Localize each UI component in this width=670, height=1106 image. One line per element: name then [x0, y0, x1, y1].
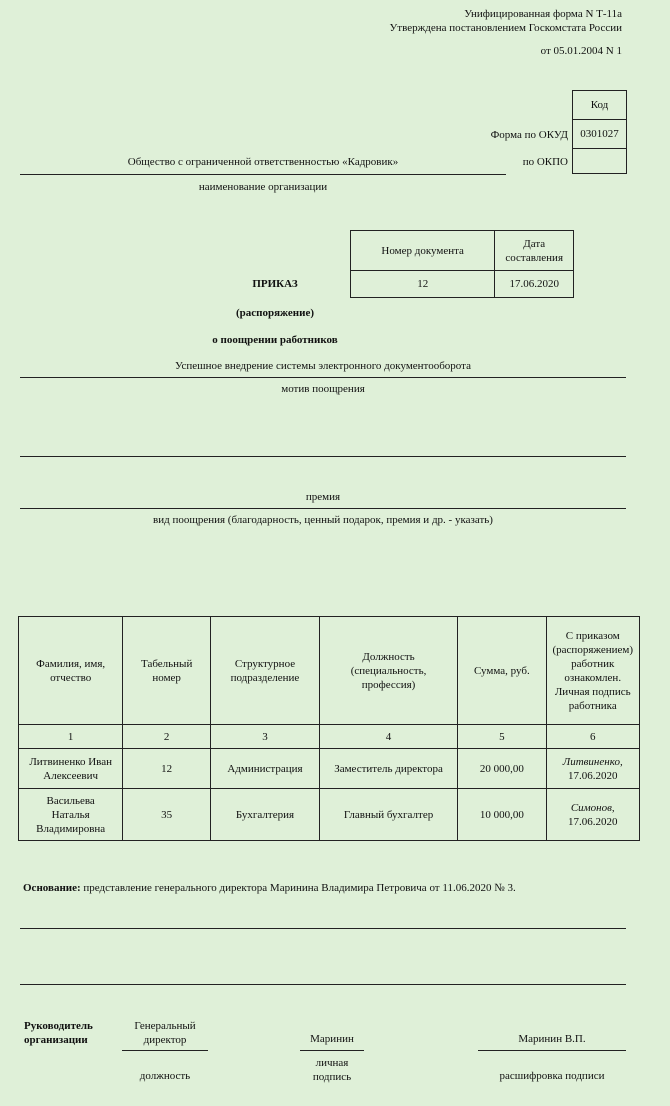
employee-position: Главный бухгалтер [319, 789, 457, 841]
basis-line-2 [20, 984, 626, 985]
employee-department: Бухгалтерия [211, 789, 320, 841]
okpo-label: по ОКПО [522, 156, 568, 168]
blank-line [20, 456, 626, 457]
codes-table [572, 90, 627, 174]
signature-line [300, 1050, 364, 1051]
form-approval-date: от 05.01.2004 N 1 [540, 45, 622, 57]
table-header-row [19, 617, 640, 725]
col-number: 6 [546, 725, 640, 749]
form-name: Унифицированная форма N Т-11а [464, 8, 622, 20]
col-header-department: Структурное подразделение [211, 617, 320, 725]
col-header-tab-number: Табельный номер [123, 617, 211, 725]
employees-table [18, 616, 640, 841]
decoding-caption: расшифровка подписи [499, 1070, 605, 1082]
motive-line [20, 377, 626, 378]
motive-caption: мотив поощрения [281, 383, 365, 395]
position-caption: должность [139, 1070, 191, 1082]
basis [23, 882, 643, 894]
incentive-value: премия [305, 491, 341, 503]
employee-amount: 20 000,00 [458, 749, 546, 789]
employee-name: Литвиненко Иван Алексеевич [19, 749, 123, 789]
signature-name: Литвиненко, [562, 755, 623, 768]
organization-name: Общество с ограниченной ответственностью «Кадровик» [127, 156, 399, 168]
head-position: Генеральный директор [134, 1020, 196, 1046]
col-number: 1 [19, 725, 123, 749]
employee-signature [546, 749, 640, 789]
organization-caption: наименование организации [198, 181, 328, 193]
doc-number-header: Номер документа [351, 231, 495, 271]
form-approval: Утверждена постановлением Госкомстата России [389, 22, 622, 34]
signature-date: 17.06.2020 [568, 815, 618, 828]
col-header-signature: С приказом (распоряжением) работник ознакомлен. Личная подпись работника [546, 617, 640, 725]
okpo-code [573, 149, 627, 174]
head-label: Руководитель организации [24, 1020, 93, 1046]
incentive-line [20, 508, 626, 509]
basis-text: представление генерального директора Маринина Владимира Петровича от 11.06.2020 № 3. [83, 882, 516, 894]
okud-code: 0301027 [573, 120, 627, 149]
col-number: 3 [211, 725, 320, 749]
signature-caption: личная подпись [312, 1057, 352, 1083]
employee-signature [546, 789, 640, 841]
table-row [19, 789, 640, 841]
col-number: 2 [123, 725, 211, 749]
table-row [19, 749, 640, 789]
col-number: 4 [319, 725, 457, 749]
doc-number: 12 [351, 271, 495, 298]
position-line [122, 1050, 208, 1051]
signature-date: 17.06.2020 [568, 769, 618, 782]
col-header-name: Фамилия, имя, отчество [19, 617, 123, 725]
order-about: о поощрении работников [212, 334, 338, 346]
signature-name: Симонов, [570, 801, 615, 814]
doc-date: 17.06.2020 [495, 271, 574, 298]
col-number: 5 [458, 725, 546, 749]
decoding-line [478, 1050, 626, 1051]
organization-line [20, 174, 506, 175]
motive-value: Успешное внедрение системы электронного документооборота [175, 360, 471, 372]
employee-position: Заместитель директора [319, 749, 457, 789]
basis-line-1 [20, 928, 626, 929]
doc-date-header: Дата составления [495, 231, 574, 271]
employee-amount: 10 000,00 [458, 789, 546, 841]
col-header-position: Должность (специальность, профессия) [319, 617, 457, 725]
head-decoding: Маринин В.П. [518, 1033, 586, 1045]
incentive-caption: вид поощрения (благодарность, ценный подарок, премия и др. - указать) [153, 514, 493, 526]
employee-name: Васильева Наталья Владимировна [19, 789, 123, 841]
okud-label: Форма по ОКУД [490, 129, 568, 141]
column-number-row [19, 725, 640, 749]
order-title: ПРИКАЗ [252, 278, 298, 290]
code-header: Код [573, 91, 627, 120]
employee-tab-number: 12 [123, 749, 211, 789]
document-number-table [350, 230, 574, 298]
order-subtitle: (распоряжение) [235, 307, 314, 319]
basis-label: Основание: [23, 882, 81, 894]
employee-department: Администрация [211, 749, 320, 789]
employee-tab-number: 35 [123, 789, 211, 841]
head-signature: Маринин [310, 1033, 354, 1045]
col-header-amount: Сумма, руб. [458, 617, 546, 725]
